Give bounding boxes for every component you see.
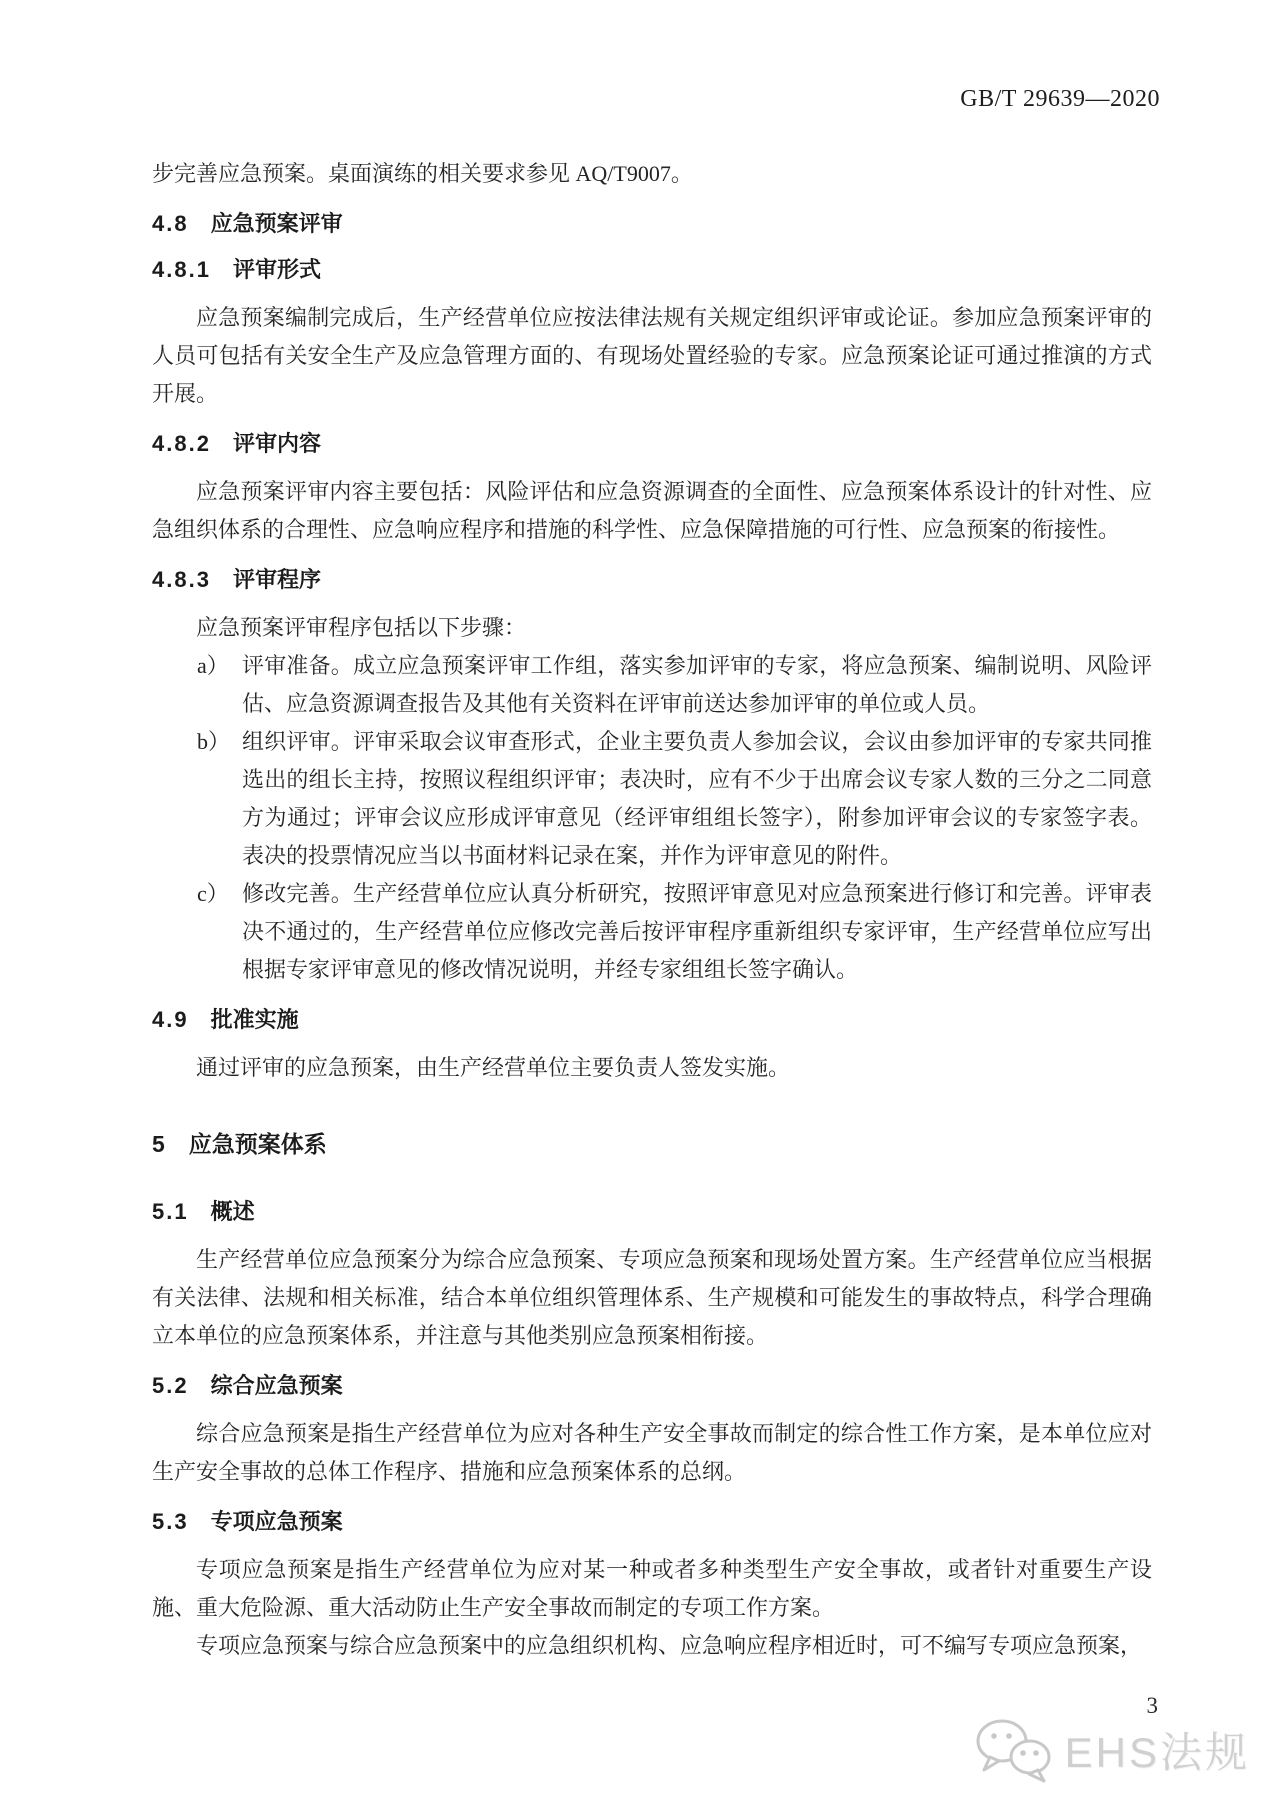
heading-title: 概述 [210,1199,255,1224]
heading-number: 4.8.2 [152,431,211,456]
heading-title: 应急预案体系 [188,1131,327,1157]
heading-number: 5 [152,1131,167,1157]
paragraph-4-8-3-lead: 应急预案评审程序包括以下步骤： [196,615,527,640]
heading-title: 评审程序 [232,567,321,592]
heading-4-8 [152,209,1152,239]
heading-4-8-2 [152,429,1152,459]
heading-4-8-3 [152,565,1152,595]
page-header [0,0,1280,113]
list-item-b [152,723,1152,875]
heading-5-3 [152,1507,1152,1537]
heading-title: 应急预案评审 [210,211,343,236]
paragraph-4-8-2: 应急预案评审内容主要包括：风险评估和应急资源调查的全面性、应急预案体系设计的针对性、应急组织体系的合理性、应急响应程序和措施的科学性、应急保障措施的可行性、应急预案的衔接性。 [152,479,1152,542]
wechat-logo-icon [975,1716,1055,1784]
list-item-a [152,647,1152,723]
document-content [152,155,1152,1665]
list-item-c [152,875,1152,989]
page-number: 3 [1146,1693,1158,1718]
heading-title: 评审形式 [232,257,321,282]
heading-number: 4.8 [152,211,189,236]
heading-number: 5.2 [152,1373,189,1398]
list-item-label: a） [197,653,229,678]
paragraph-5-3-1: 专项应急预案是指生产经营单位为应对某一种或者多种类型生产安全事故，或者针对重要生产设施、重大危险源、重大活动防止生产安全事故而制定的专项工作方案。 [152,1557,1152,1620]
list-item-label: b） [197,729,231,754]
paragraph-4-9: 通过评审的应急预案，由生产经营单位主要负责人签发实施。 [196,1055,791,1080]
heading-number: 4.8.1 [152,257,211,282]
heading-4-8-1 [152,255,1152,285]
list-item-text: 修改完善。生产经营单位应认真分析研究，按照评审意见对应急预案进行修订和完善。评审表决不通过的，生产经营单位应修改完善后按评审程序重新组织专家评审，生产经营单位应写出根据专家评审意见的修改情况说明，并经专家组组长签字确认。 [242,881,1152,982]
heading-number: 5.1 [152,1199,189,1224]
watermark-text: EHS法规 [1064,1729,1250,1776]
heading-5-1 [152,1197,1152,1227]
list-item-label: c） [197,881,229,906]
heading-4-9 [152,1005,1152,1035]
heading-number: 4.8.3 [152,567,211,592]
list-item-text: 评审准备。成立应急预案评审工作组，落实参加评审的专家，将应急预案、编制说明、风险评估、应急资源调查报告及其他有关资料在评审前送达参加评审的单位或人员。 [242,653,1152,716]
heading-title: 批准实施 [210,1007,299,1032]
heading-5 [152,1127,1152,1161]
review-procedure-list [152,647,1152,989]
watermark [975,1716,1250,1784]
heading-title: 专项应急预案 [210,1509,343,1534]
standard-code: GB/T 29639—2020 [960,86,1160,112]
heading-number: 5.3 [152,1509,189,1534]
paragraph-5-2: 综合应急预案是指生产经营单位为应对各种生产安全事故而制定的综合性工作方案，是本单位应对生产安全事故的总体工作程序、措施和应急预案体系的总纲。 [152,1421,1152,1484]
list-item-text: 组织评审。评审采取会议审查形式，企业主要负责人参加会议，会议由参加评审的专家共同推选出的组长主持，按照议程组织评审；表决时，应有不少于出席会议专家人数的三分之二同意方为通过；评审会议应形成评审意见（经评审组组长签字），附参加评审会议的专家签字表。表决的投票情况应当以书面材料记录在案，并作为评审意见的附件。 [242,729,1152,868]
heading-title: 综合应急预案 [210,1373,343,1398]
paragraph-continuation: 步完善应急预案。桌面演练的相关要求参见 AQ/T9007。 [152,161,693,186]
heading-5-2 [152,1371,1152,1401]
paragraph-5-1: 生产经营单位应急预案分为综合应急预案、专项应急预案和现场处置方案。生产经营单位应当根据有关法律、法规和相关标准，结合本单位组织管理体系、生产规模和可能发生的事故特点，科学合理确立本单位的应急预案体系，并注意与其他类别应急预案相衔接。 [152,1247,1152,1348]
paragraph-4-8-1: 应急预案编制完成后，生产经营单位应按法律法规有关规定组织评审或论证。参加应急预案评审的人员可包括有关安全生产及应急管理方面的、有现场处置经验的专家。应急预案论证可通过推演的方式开展。 [152,305,1152,406]
heading-title: 评审内容 [232,431,321,456]
heading-number: 4.9 [152,1007,189,1032]
paragraph-5-3-2: 专项应急预案与综合应急预案中的应急组织机构、应急响应程序相近时，可不编写专项应急预案， [196,1633,1143,1658]
